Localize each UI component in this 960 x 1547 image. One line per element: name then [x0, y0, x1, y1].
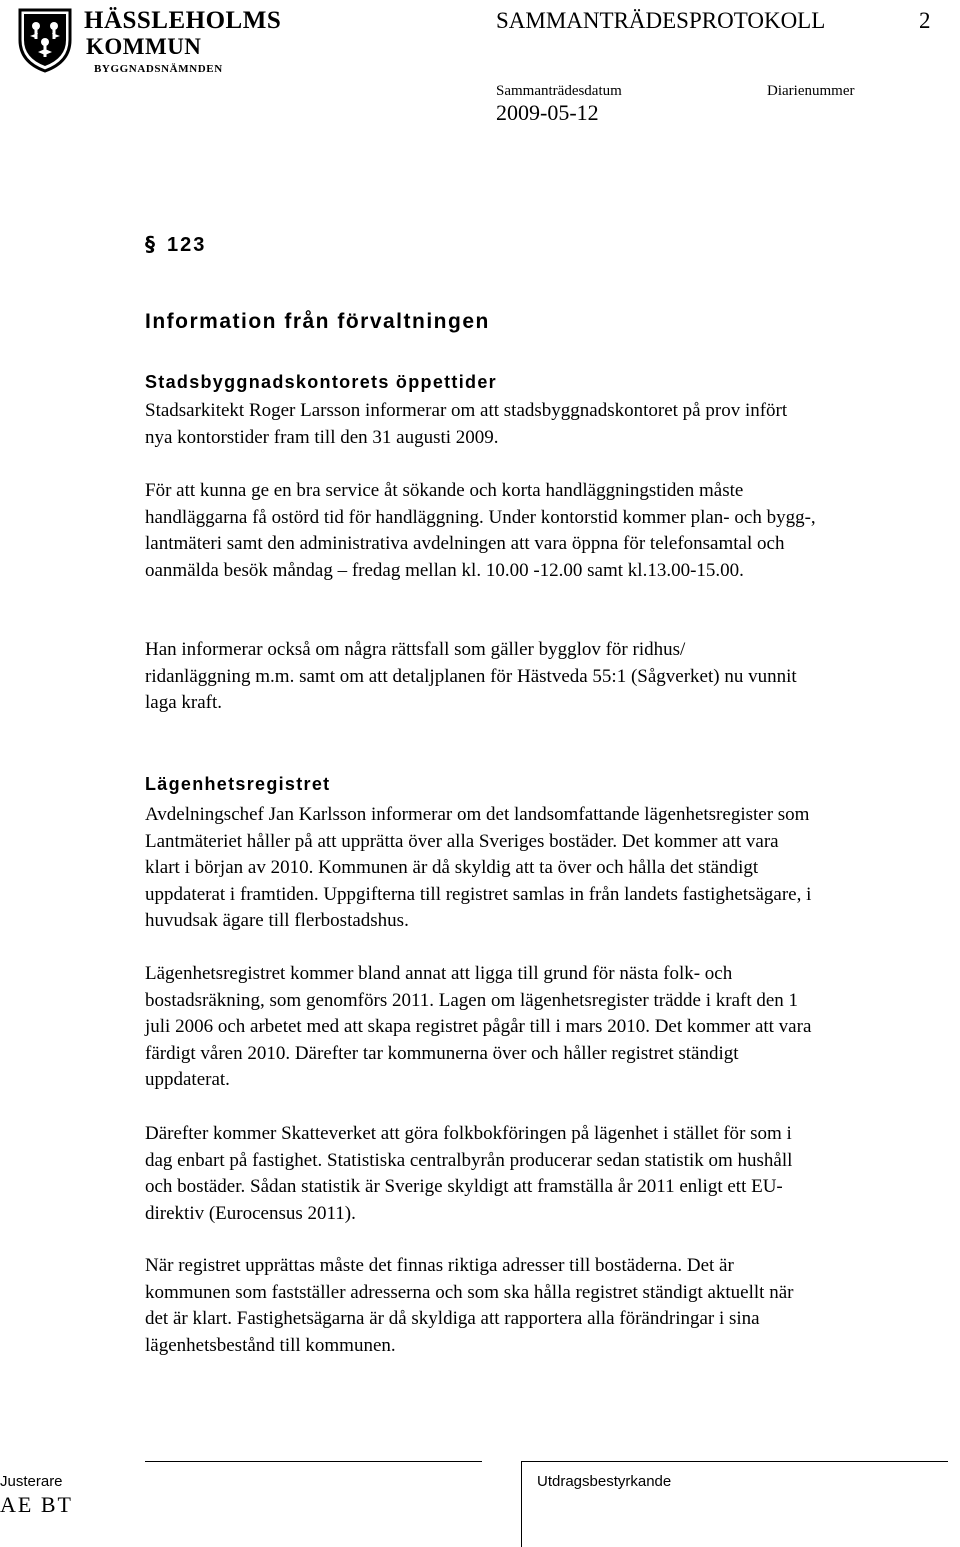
text-line: det är klart. Fastighetsägarna är då skyldiga att rapportera alla förändringar i sina [145, 1308, 760, 1329]
text-line: handläggarna få ostörd tid för handläggning. Under kontorstid kommer plan- och bygg-, [145, 506, 816, 528]
paragraph-heading [145, 230, 206, 259]
footer-rule-left [145, 1461, 482, 1462]
text-line: huvudsak ägare till flerbostadshus. [145, 910, 409, 931]
office-hours-paragraph-1 [145, 398, 960, 451]
register-paragraph-1 [145, 802, 960, 935]
text-line: Stadsarkitekt Roger Larsson informerar om att stadsbyggnadskontoret på prov infört [145, 400, 788, 421]
coat-of-arms-icon [16, 6, 74, 74]
municipality-name-line1: HÄSSLEHOLMS [84, 7, 282, 34]
text-line: direktiv (Eurocensus 2011). [145, 1202, 356, 1224]
document-title: SAMMANTRÄDESPROTOKOLL [496, 8, 826, 33]
register-paragraph-2 [145, 961, 960, 1094]
text-line: lantmäteri samt den administrativa avdelningen att vara öppna för telefonsamtal och [145, 533, 785, 554]
text-line: Lägenhetsregistret kommer bland annat att ligga till grund för nästa folk- och [145, 963, 733, 984]
footer-rule-right [521, 1461, 948, 1462]
municipality-name-line2: KOMMUN [86, 34, 202, 59]
register-paragraph-3 [145, 1121, 960, 1227]
paragraph-sign: § [145, 232, 157, 256]
text-line: färdigt våren 2010. Därefter tar kommunerna över och håller registret ständigt [145, 1042, 739, 1064]
text-line: ridanläggning m.m. samt om att detaljplanen för Hästveda 55:1 (Sågverket) nu vunnit [145, 665, 797, 687]
registry-number-label: Diarienummer [767, 83, 855, 99]
office-hours-paragraph-3 [145, 637, 960, 717]
section-title: Information från förvaltningen [145, 310, 490, 333]
register-heading: Lägenhetsregistret [145, 774, 331, 794]
adjusters-label: Justerare [0, 1473, 63, 1490]
text-line: För att kunna ge en bra service åt sökande och korta handläggningstiden måste [145, 480, 744, 501]
text-line: lägenhetsbestånd till kommunen. [145, 1334, 396, 1356]
text-line: Han informerar också om några rättsfall som gäller bygglov för ridhus/ [145, 639, 686, 660]
text-line: och bostäder. Sådan statistik är Sverige skyldigt att framställa år 2011 enligt ett EU- [145, 1176, 783, 1197]
footer-divider [521, 1461, 522, 1547]
text-line: uppdaterat i framtiden. Uppgifterna till registret samlas in från landets fastighetsägare, i [145, 883, 812, 905]
office-hours-paragraph-2 [145, 478, 960, 584]
page-number: 2 [919, 8, 931, 33]
office-hours-heading: Stadsbyggnadskontorets öppettider [145, 372, 497, 392]
text-line: När registret upprättas måste det finnas riktiga adresser till bostäderna. Det är [145, 1255, 734, 1276]
text-line: laga kraft. [145, 692, 223, 713]
text-line: juli 2006 och arbetet med att skapa registret pågår till i mars 2010. Det kommer att vara [145, 1016, 812, 1037]
text-line: bostadsräkning, som genomförs 2011. Lagen om lägenhetsregister trädde i kraft den 1 [145, 989, 799, 1011]
text-line: kommunen som fastställer adresserna och som ska hålla registret ständigt aktuellt när [145, 1281, 794, 1303]
paragraph-number: 123 [167, 234, 207, 256]
text-line: Avdelningschef Jan Karlsson informerar om det landsomfattande lägenhetsregister som [145, 804, 810, 825]
text-line: Lantmäteriet håller på att upprätta över alla Sveriges bostäder. Det kommer att vara [145, 830, 779, 852]
text-line: uppdaterat. [145, 1069, 230, 1090]
municipality-logo [16, 6, 282, 78]
text-line: klart i början av 2010. Kommunen är då skyldig att ta över och hålla det ständigt [145, 857, 759, 878]
register-paragraph-4 [145, 1253, 960, 1359]
meeting-date-label: Sammanträdesdatum [496, 83, 622, 99]
committee-name: BYGGNADSNÄMNDEN [94, 63, 223, 75]
text-line: dag enbart på fastighet. Statistiska centralbyrån producerar sedan statistik om hushåll [145, 1149, 793, 1171]
meeting-date: 2009-05-12 [496, 100, 599, 125]
text-line: nya kontorstider fram till den 31 augusti 2009. [145, 426, 499, 448]
text-line: Därefter kommer Skatteverket att göra folkbokföringen på lägenhet i stället för som i [145, 1123, 792, 1144]
adjusters-initials: AE BT [0, 1492, 73, 1517]
extract-certification-label: Utdragsbestyrkande [537, 1473, 672, 1490]
text-line: oanmälda besök måndag – fredag mellan kl. 10.00 -12.00 samt kl.13.00-15.00. [145, 559, 744, 581]
